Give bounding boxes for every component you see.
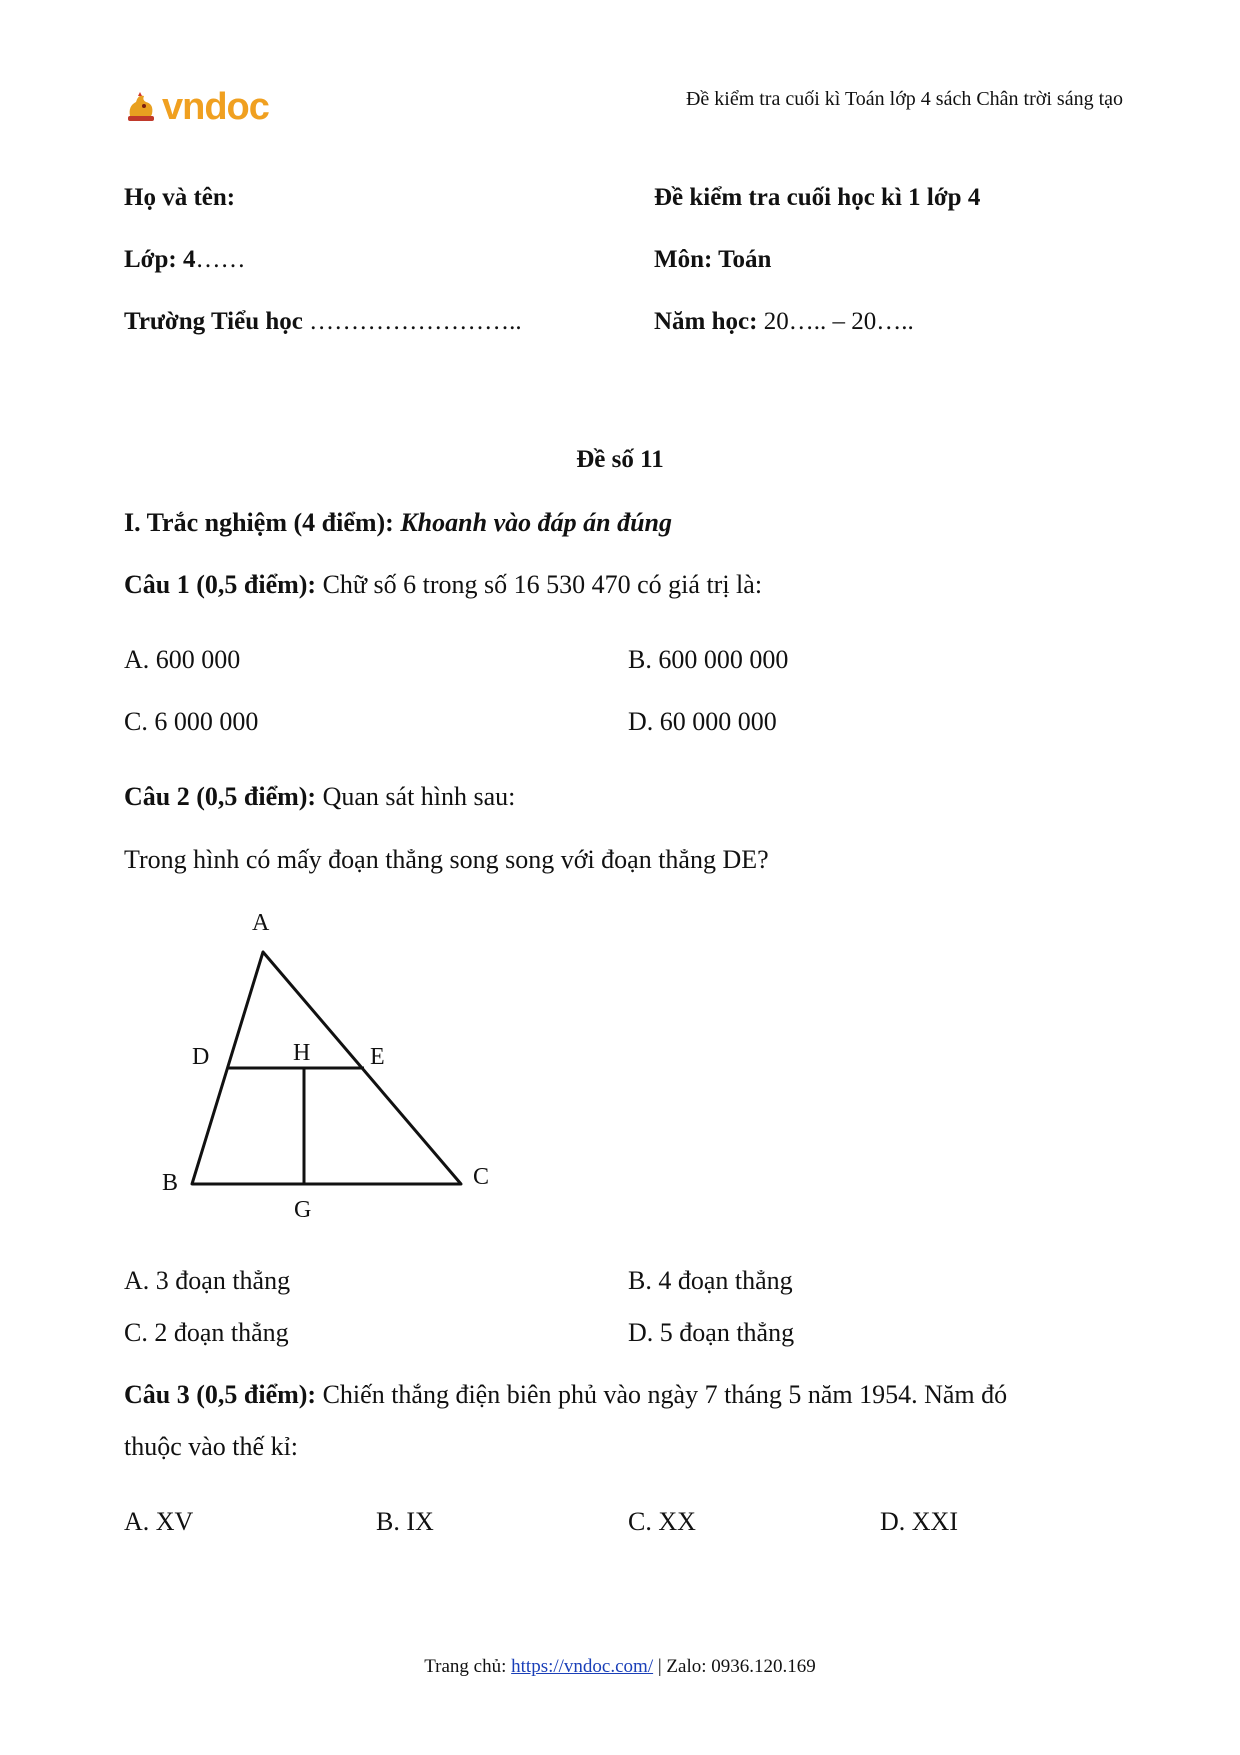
question-label: Câu 2 (0,5 điểm): [124,782,317,811]
label-g: G [294,1197,312,1223]
question-2 [124,782,515,812]
q1-option-a[interactable]: A. 600 000 [124,645,241,674]
q3-option-d[interactable]: D. XXI [880,1507,958,1536]
label-e: E [370,1044,385,1070]
section-heading [124,508,672,538]
label-d: D [192,1044,210,1070]
q3-option-c[interactable]: C. XX [628,1507,696,1536]
footer [0,1656,1240,1678]
footer-link[interactable]: https://vndoc.com/ [511,1656,654,1677]
q2-option-c[interactable]: C. 2 đoạn thẳng [124,1318,289,1347]
footer-separator: | [657,1656,662,1677]
q2-option-a[interactable]: A. 3 đoạn thẳng [124,1266,291,1295]
section-label: I. Trắc nghiệm (4 điểm): [124,508,394,537]
q2-option-d[interactable]: D. 5 đoạn thẳng [628,1318,795,1347]
question-text: Chữ số 6 trong số 16 530 470 có giá trị là: [322,570,763,599]
q1-option-c[interactable]: C. 6 000 000 [124,707,259,736]
school-dots: …………………….. [309,308,522,335]
subject: Môn: Toán [654,246,772,273]
question-text: Chiến thắng điện biên phủ vào ngày 7 tháng 5 năm 1954. Năm đó [322,1380,1008,1409]
triangle-figure [140,900,520,1230]
name-label: Họ và tên: [124,184,236,211]
section-instruction: Khoanh vào đáp án đúng [400,508,672,537]
question-1 [124,570,762,600]
school-label: Trường Tiểu học [124,308,303,335]
question-label: Câu 1 (0,5 điểm): [124,570,317,599]
question-3-continued: thuộc vào thế kỉ: [124,1432,299,1461]
question-2-subtext: Trong hình có mấy đoạn thẳng song song với đoạn thẳng DE? [124,845,769,874]
school-line [124,308,522,336]
logo-text: vndoc [162,85,269,128]
label-c: C [473,1164,490,1190]
year-label: Năm học: [654,308,758,335]
q2-option-b[interactable]: B. 4 đoạn thẳng [628,1266,793,1295]
q3-option-b[interactable]: B. IX [376,1507,434,1536]
vndoc-logo[interactable] [124,84,269,130]
question-label: Câu 3 (0,5 điểm): [124,1380,317,1409]
label-b: B [162,1170,179,1196]
exam-title: Đề kiểm tra cuối học kì 1 lớp 4 [654,184,981,211]
class-label: Lớp: 4 [124,246,196,273]
q3-option-a[interactable]: A. XV [124,1507,194,1536]
q1-option-d[interactable]: D. 60 000 000 [628,707,777,736]
q1-option-b[interactable]: B. 600 000 000 [628,645,789,674]
exam-number: Đề số 11 [576,446,664,473]
class-line [124,246,246,274]
document-title: Đề kiểm tra cuối kì Toán lớp 4 sách Chân trời sáng tạo [685,88,1123,110]
question-3 [124,1380,1007,1410]
school-year [654,308,914,336]
label-a: A [252,910,270,936]
rooster-icon [124,90,158,124]
class-dots: …… [195,246,246,273]
question-text: Quan sát hình sau: [322,782,516,811]
label-h: H [293,1040,311,1066]
footer-zalo: Zalo: 0936.120.169 [666,1656,816,1677]
footer-home-label: Trang chủ: [424,1656,507,1677]
year-value: 20….. – 20….. [763,308,914,335]
